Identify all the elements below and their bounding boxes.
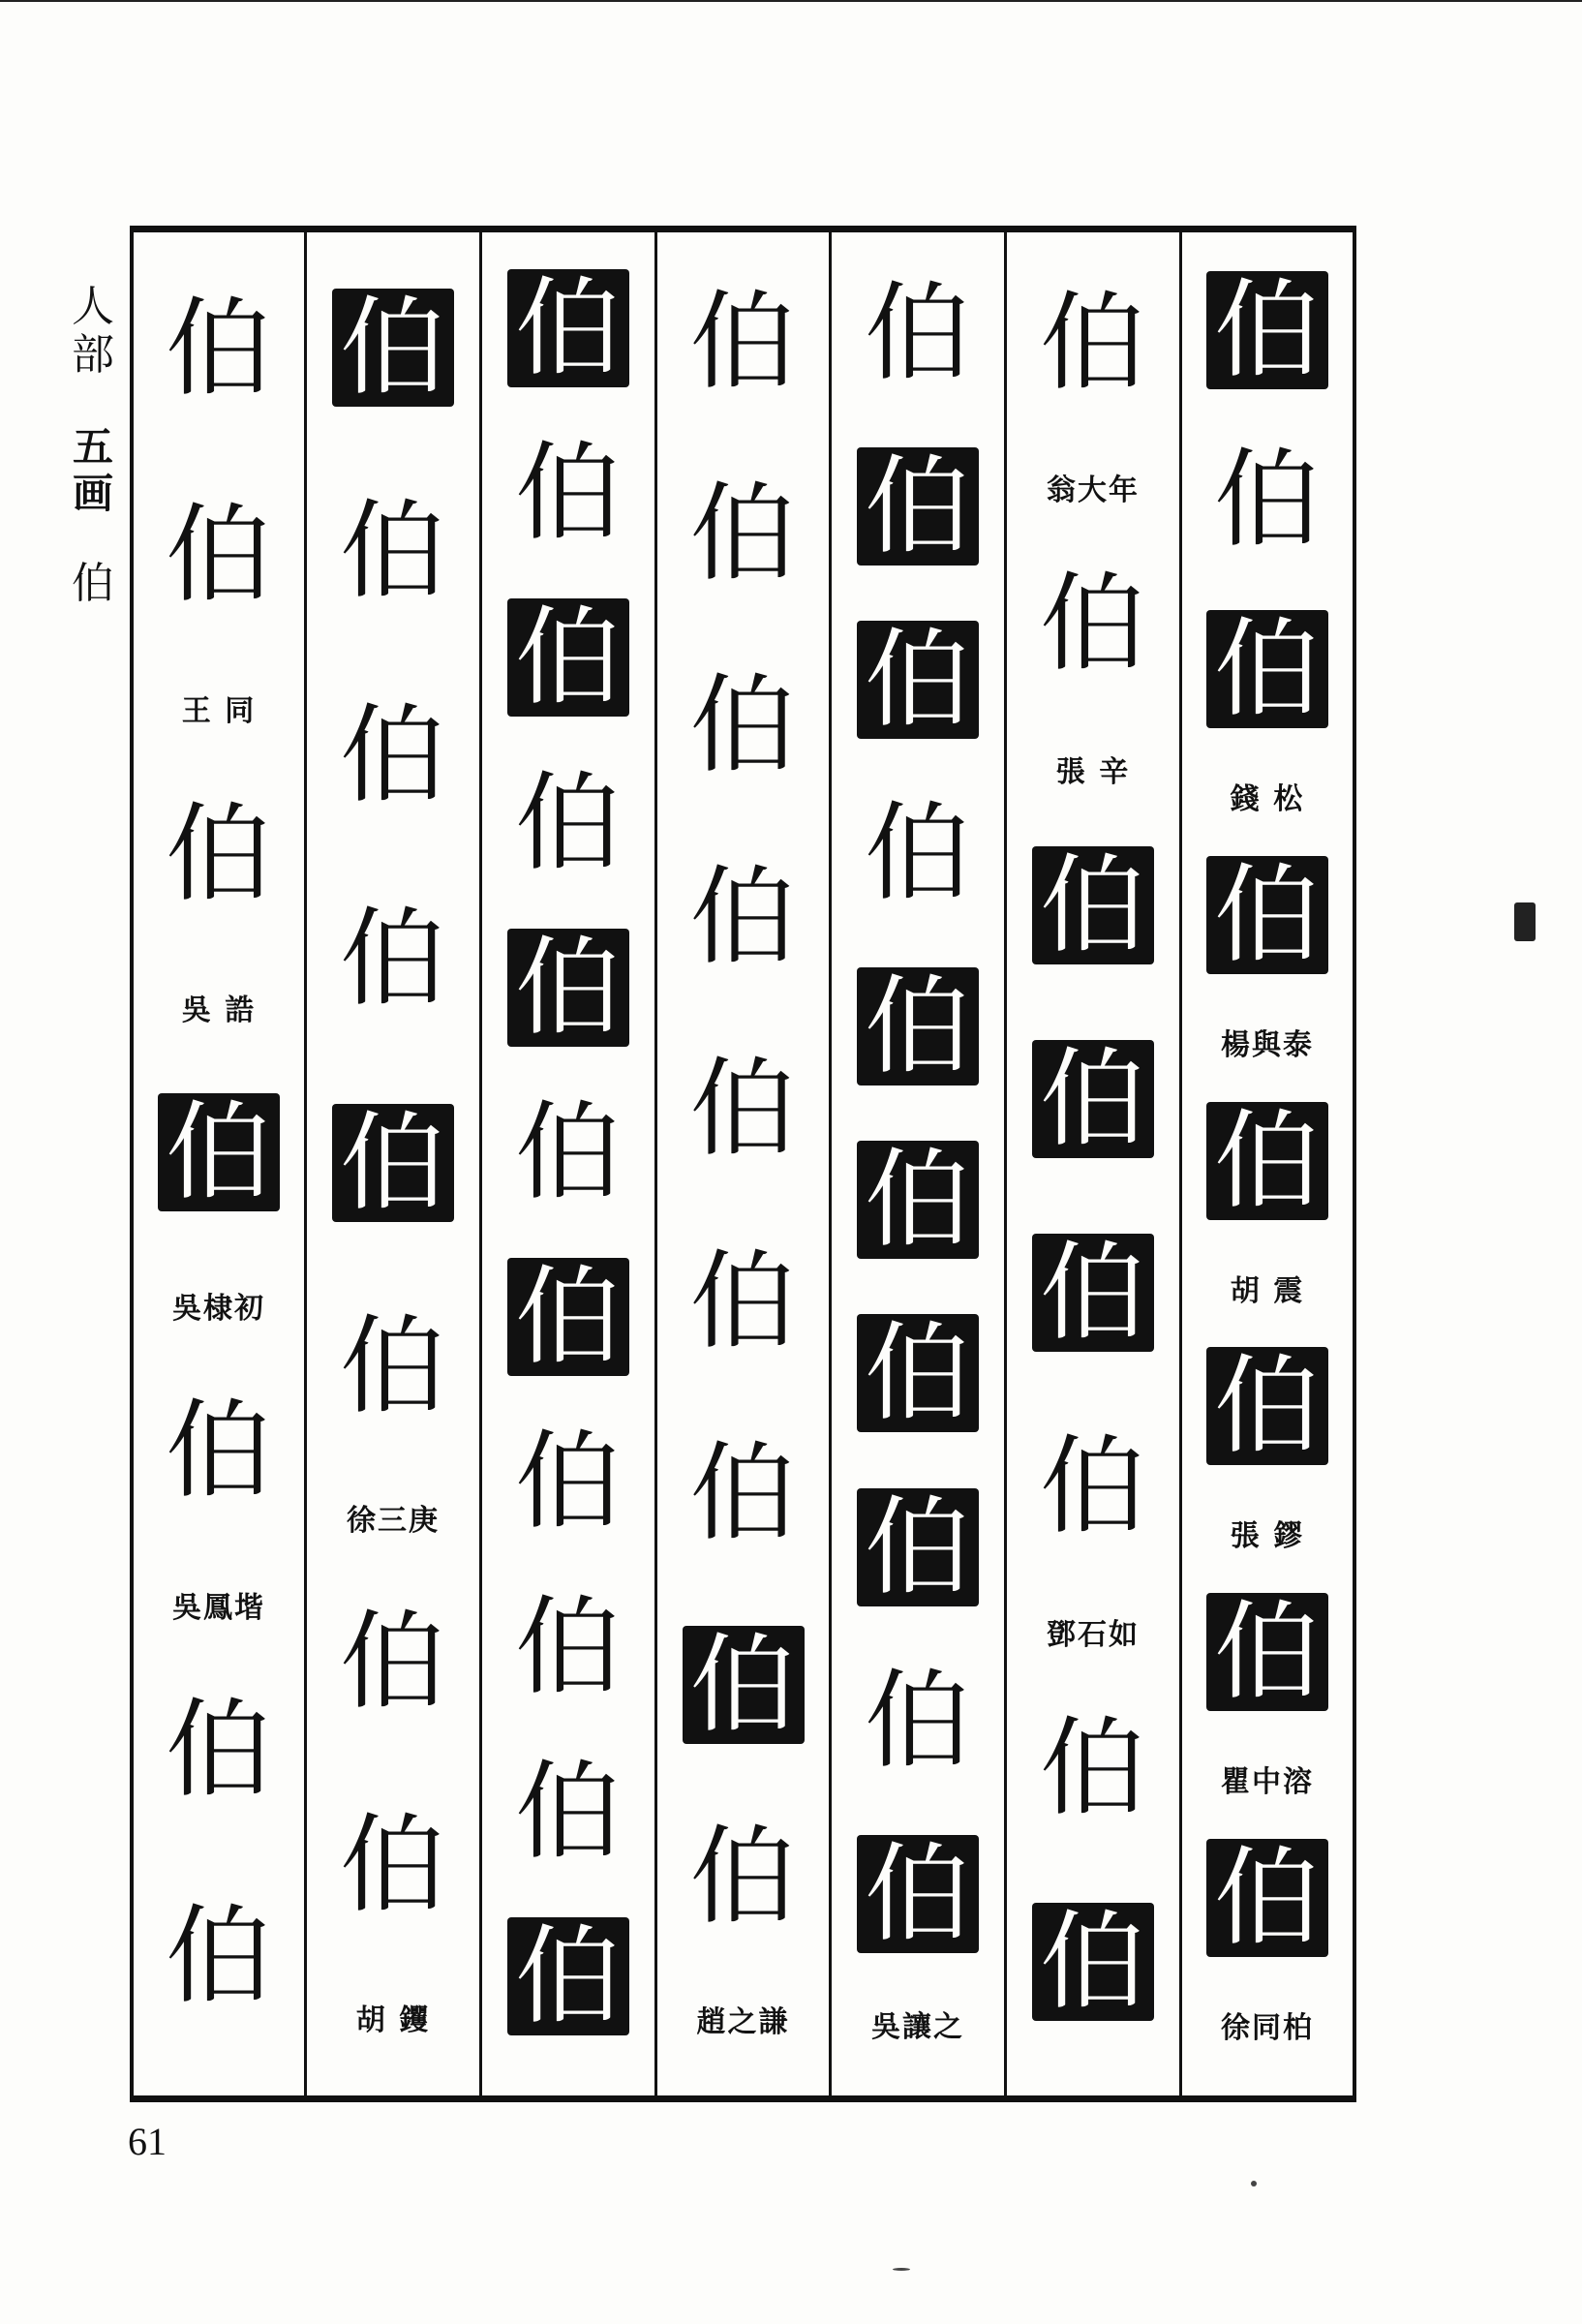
seal-glyph-cell [307,857,479,1060]
seal-glyph-cell [482,1070,654,1235]
seal-glyph-cell [307,1560,479,1763]
edge-ink-mark [1514,902,1536,941]
seal-outline-glyph: 伯 [1040,562,1146,687]
seal-glyph-cell [1007,1002,1179,1196]
seal-glyph-cell [657,1205,829,1396]
seal-glyph-cell [832,940,1004,1114]
table-column-6 [1007,232,1182,2095]
seal-glyph-cell [482,246,654,411]
seal-outline-glyph: 伯 [865,790,971,915]
table-column-3 [482,232,657,2095]
seal-glyph-cell [832,1807,1004,1980]
table-column-4 [657,232,832,2095]
seal-glyph-cell [307,1265,479,1468]
artist-label: 吳讓之 [871,2009,964,2044]
seal-outline-glyph: 伯 [689,663,797,788]
seal-glyph-cell [482,1894,654,2059]
table-right-border [1353,226,1356,2102]
seal-glyph-cell [482,1235,654,1399]
seal-impression-glyph: 伯 [332,289,454,407]
seal-impression-glyph: 伯 [1032,1903,1154,2021]
seal-script-table [130,226,1356,2102]
character-label: 伯 [72,559,114,608]
seal-glyph-cell [832,1114,1004,1287]
seal-glyph-cell [482,575,654,740]
seal-glyph-cell [657,1589,829,1781]
seal-impression-glyph: 伯 [507,598,629,717]
seal-impression-glyph: 伯 [857,1488,979,1606]
seal-outline-glyph: 伯 [689,472,797,596]
artist-label: 趙之謙 [696,2005,790,2040]
seal-glyph-cell [657,821,829,1013]
seal-glyph-cell [832,1287,1004,1460]
seal-impression-glyph: 伯 [857,621,979,739]
stroke-count-label: 五画 [72,423,113,517]
seal-outline-glyph: 伯 [340,692,446,817]
table-column-5 [832,232,1007,2095]
seal-outline-glyph: 伯 [166,1687,272,1812]
artist-label: 張 鏐 [1230,1519,1305,1554]
seal-glyph-cell [657,1013,829,1205]
seal-outline-glyph: 伯 [1040,281,1146,406]
seal-glyph-cell [832,1634,1004,1807]
artist-label: 瞿中溶 [1221,1764,1314,1799]
seal-glyph-cell [1007,1390,1179,1583]
artist-label: 胡 震 [1230,1273,1305,1308]
seal-glyph-cell [1182,1568,1353,1737]
artist-label: 吳鳳堦 [172,1590,265,1625]
seal-impression-glyph: 伯 [1206,1593,1328,1711]
seal-glyph-cell [134,1348,304,1554]
seal-outline-glyph: 伯 [340,897,446,1022]
artist-label: 張 辛 [1055,754,1131,789]
seal-glyph-cell [1182,585,1353,754]
seal-glyph-cell [832,1460,1004,1634]
top-rule [0,0,1582,2]
seal-glyph-cell [1182,246,1353,415]
seal-outline-glyph: 伯 [515,1749,622,1874]
seal-impression-glyph: 伯 [507,929,629,1047]
seal-impression-glyph: 伯 [1206,271,1328,389]
seal-glyph-cell [307,654,479,857]
seal-outline-glyph: 伯 [166,1389,272,1514]
seal-glyph-cell [657,1781,829,1972]
seal-impression-glyph: 伯 [857,1835,979,1953]
seal-outline-glyph: 伯 [515,760,622,885]
artist-label: 徐同柏 [1221,2010,1314,2045]
seal-glyph-cell [1182,1322,1353,1491]
seal-glyph-cell [1182,1813,1353,1982]
seal-impression-glyph: 伯 [857,447,979,566]
seal-glyph-cell [482,741,654,905]
seal-glyph-cell [307,1060,479,1264]
artist-label: 錢 松 [1230,782,1305,817]
seal-impression-glyph: 伯 [1032,846,1154,964]
stray-ink-dot [1251,2181,1257,2186]
seal-glyph-cell [482,1729,654,1894]
seal-glyph-cell [307,449,479,653]
seal-outline-glyph: 伯 [865,1658,971,1783]
seal-glyph-cell [1182,1076,1353,1245]
seal-glyph-cell [482,1564,654,1728]
table-column-2 [307,232,482,2095]
seal-outline-glyph: 伯 [515,431,622,556]
seal-impression-glyph: 伯 [683,1626,805,1744]
seal-outline-glyph: 伯 [166,791,272,916]
seal-impression-glyph: 伯 [507,1917,629,2035]
seal-glyph-cell [832,246,1004,419]
seal-impression-glyph: 伯 [332,1104,454,1222]
page-number: 61 [128,2120,167,2163]
seal-glyph-cell [134,1647,304,1853]
table-column-7 [1182,232,1353,2095]
seal-outline-glyph: 伯 [689,855,797,980]
seal-glyph-cell [657,438,829,629]
seal-impression-glyph: 伯 [857,967,979,1086]
seal-glyph-cell [832,593,1004,766]
seal-outline-glyph: 伯 [515,1420,622,1544]
seal-glyph-cell [1182,415,1353,585]
seal-outline-glyph: 伯 [1040,1424,1146,1549]
seal-outline-glyph: 伯 [166,493,272,618]
seal-impression-glyph: 伯 [1032,1234,1154,1352]
seal-outline-glyph: 伯 [340,1303,446,1428]
seal-glyph-cell [482,1399,654,1564]
seal-outline-glyph: 伯 [166,287,272,412]
seal-impression-glyph: 伯 [857,1141,979,1259]
artist-label: 胡 钁 [355,2003,431,2037]
seal-impression-glyph: 伯 [158,1093,280,1211]
seal-outline-glyph: 伯 [689,1047,797,1172]
seal-outline-glyph: 伯 [340,489,446,614]
artist-label: 鄧石如 [1047,1617,1140,1652]
seal-outline-glyph: 伯 [340,1599,446,1724]
seal-glyph-cell [1007,1865,1179,2059]
seal-impression-glyph: 伯 [507,1258,629,1376]
artist-label: 吳 誥 [181,993,257,1027]
seal-outline-glyph: 伯 [515,1584,622,1709]
table-top-border [130,226,1356,232]
seal-outline-glyph: 伯 [689,1238,797,1363]
seal-glyph-cell [482,905,654,1070]
seal-glyph-cell [1007,809,1179,1002]
seal-glyph-cell [657,629,829,821]
seal-glyph-cell [1007,1196,1179,1390]
artist-label: 王 同 [181,694,257,729]
table-column-1 [134,232,307,2095]
seal-glyph-cell [134,1050,304,1256]
seal-glyph-cell [134,1852,304,2059]
seal-glyph-cell [657,1397,829,1589]
seal-outline-glyph: 伯 [689,1430,797,1555]
seal-glyph-cell [134,246,304,452]
seal-glyph-cell [307,246,479,449]
seal-glyph-cell [1007,246,1179,440]
seal-outline-glyph: 伯 [1214,438,1321,563]
seal-glyph-cell [307,1763,479,1967]
table-bottom-border [130,2095,1356,2102]
seal-outline-glyph: 伯 [689,280,797,405]
seal-outline-glyph: 伯 [515,1089,622,1214]
artist-label: 吳棣初 [172,1292,265,1327]
seal-glyph-cell [1007,1671,1179,1865]
seal-impression-glyph: 伯 [857,1314,979,1432]
seal-glyph-cell [1182,831,1353,1000]
seal-glyph-cell [1007,527,1179,720]
seal-glyph-cell [134,750,304,957]
seal-impression-glyph: 伯 [507,269,629,387]
seal-impression-glyph: 伯 [1206,610,1328,728]
seal-impression-glyph: 伯 [1206,856,1328,974]
seal-glyph-cell [657,246,829,438]
seal-glyph-cell [134,452,304,658]
stray-ink-dot [893,2268,910,2271]
radical-label: 人部 [72,282,114,380]
artist-label: 翁大年 [1047,474,1140,508]
seal-outline-glyph: 伯 [689,1814,797,1939]
seal-glyph-cell [832,419,1004,593]
seal-outline-glyph: 伯 [166,1893,272,2018]
artist-label: 楊與泰 [1221,1027,1314,1062]
seal-impression-glyph: 伯 [1206,1102,1328,1220]
seal-impression-glyph: 伯 [1032,1040,1154,1158]
seal-glyph-cell [482,411,654,575]
seal-outline-glyph: 伯 [1040,1705,1146,1830]
artist-label: 徐三庚 [347,1504,440,1539]
seal-outline-glyph: 伯 [865,270,971,395]
seal-impression-glyph: 伯 [1206,1839,1328,1957]
seal-glyph-cell [832,766,1004,939]
seal-outline-glyph: 伯 [340,1803,446,1928]
seal-impression-glyph: 伯 [1206,1347,1328,1465]
